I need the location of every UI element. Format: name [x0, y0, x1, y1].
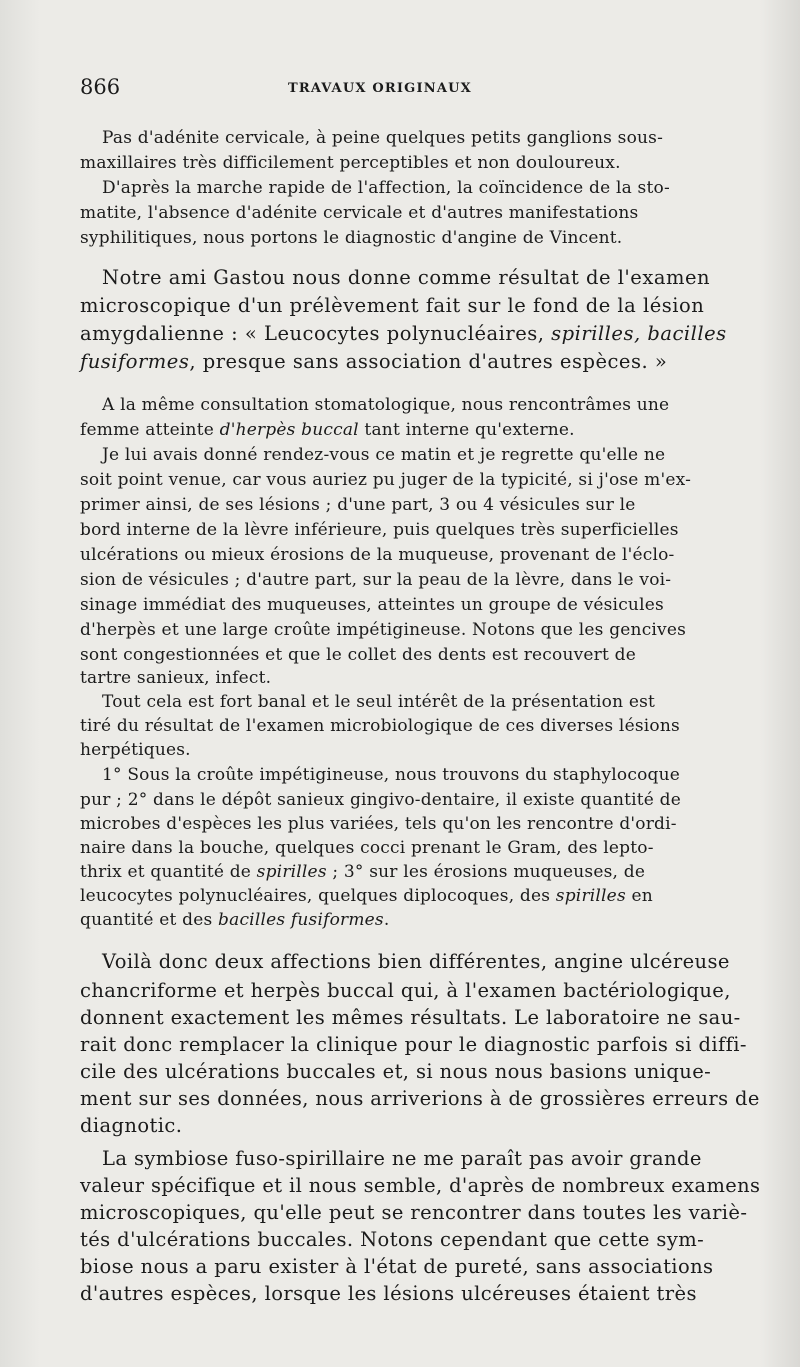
text-line: matite, l'absence d'adénite cervicale et d'autres manifestations	[80, 203, 639, 223]
text-line: sion de vésicules ; d'autre part, sur la peau de la lèvre, dans le voi-	[80, 570, 672, 590]
italic-run: spirilles	[256, 862, 327, 882]
text-line: d'autres espèces, lorsque les lésions ulcéreuses étaient très	[80, 1282, 697, 1305]
text-run: en	[625, 886, 653, 906]
page-number: 866	[80, 75, 121, 99]
text-line: Voilà donc deux affections bien différentes, angine ulcéreuse	[102, 950, 730, 973]
text-run: amygdalienne : « Leucocytes polynucléaires,	[80, 322, 552, 345]
text-line: ment sur ses données, nous arriverions à de grossières erreurs de	[80, 1087, 760, 1110]
text-line: microscopiques, qu'elle peut se rencontrer dans toutes les variè-	[80, 1201, 748, 1224]
text-line: biose nous a paru exister à l'état de pureté, sans associations	[80, 1255, 714, 1278]
italic-run: spirilles	[555, 886, 626, 906]
text-line	[80, 862, 645, 882]
text-line: maxillaires très difficilement perceptibles et non douloureux.	[80, 153, 621, 173]
text-line	[80, 322, 727, 345]
text-run: leucocytes polynucléaires, quelques diplocoques, des	[80, 886, 556, 906]
text-line: A la même consultation stomatologique, nous rencontrâmes une	[102, 395, 670, 415]
italic-run: fusiformes	[80, 350, 190, 373]
text-run: , presque sans association d'autres espèces. »	[189, 350, 668, 373]
text-line: Je lui avais donné rendez-vous ce matin et je regrette qu'elle ne	[102, 445, 666, 465]
text-run: ; 3° sur les érosions muqueuses, de	[326, 862, 646, 882]
text-line: La symbiose fuso-spirillaire ne me paraît pas avoir grande	[102, 1147, 702, 1170]
text-line: bord interne de la lèvre inférieure, puis quelques très superficielles	[80, 520, 679, 540]
text-run: tant interne qu'externe.	[358, 420, 575, 440]
text-line: Tout cela est fort banal et le seul intérêt de la présentation est	[102, 692, 656, 712]
italic-run: bacilles fusiformes	[218, 910, 384, 930]
text-line: naire dans la bouche, quelques cocci prenant le Gram, des lepto-	[80, 838, 654, 858]
text-line: rait donc remplacer la clinique pour le diagnostic parfois si diffi-	[80, 1033, 747, 1056]
text-line: tartre sanieux, infect.	[80, 668, 272, 688]
text-line: pur ; 2° dans le dépôt sanieux gingivo-dentaire, il existe quantité de	[80, 790, 682, 810]
text-line: diagnotic.	[80, 1114, 183, 1137]
text-run: quantité et des	[80, 910, 219, 930]
text-line: valeur spécifique et il nous semble, d'après de nombreux examens	[80, 1174, 761, 1197]
text-line: sinage immédiat des muqueuses, atteintes un groupe de vésicules	[80, 595, 664, 615]
text-line	[80, 910, 389, 930]
text-line: herpétiques.	[80, 740, 191, 760]
text-line: syphilitiques, nous portons le diagnostic d'angine de Vincent.	[80, 228, 623, 248]
text-line	[80, 886, 653, 906]
text-line: tés d'ulcérations buccales. Notons cependant que cette sym-	[80, 1228, 705, 1251]
text-line: Pas d'adénite cervicale, à peine quelques petits ganglions sous-	[102, 128, 664, 148]
text-run: femme atteinte	[80, 420, 220, 440]
text-line: soit point venue, car vous auriez pu juger de la typicité, si j'ose m'ex-	[80, 470, 692, 490]
italic-run: spirilles, bacilles	[551, 322, 727, 345]
text-line: d'herpès et une large croûte impétigineuse. Notons que les gencives	[80, 620, 687, 640]
text-line	[80, 350, 667, 373]
text-line: microscopique d'un prélèvement fait sur le fond de la lésion	[80, 294, 705, 317]
text-run: .	[383, 910, 390, 930]
page-header	[80, 75, 760, 105]
text-run: thrix et quantité de	[80, 862, 257, 882]
text-line: tiré du résultat de l'examen microbiologique de ces diverses lésions	[80, 716, 680, 736]
running-head: TRAVAUX ORIGINAUX	[288, 81, 472, 96]
text-line: ulcérations ou mieux érosions de la muqueuse, provenant de l'éclo-	[80, 545, 675, 565]
text-line: donnent exactement les mêmes résultats. Le laboratoire ne sau-	[80, 1006, 741, 1029]
text-line: microbes d'espèces les plus variées, tels qu'on les rencontre d'ordi-	[80, 814, 677, 834]
text-line: Notre ami Gastou nous donne comme résultat de l'examen	[102, 266, 711, 289]
text-line: cile des ulcérations buccales et, si nous nous basions unique-	[80, 1060, 712, 1083]
text-line: sont congestionnées et que le collet des dents est recouvert de	[80, 645, 636, 665]
text-line	[80, 420, 575, 440]
text-line: chancriforme et herpès buccal qui, à l'examen bactériologique,	[80, 979, 731, 1002]
italic-run: d'herpès buccal	[219, 420, 359, 440]
text-line: D'après la marche rapide de l'affection, la coïncidence de la sto-	[102, 178, 670, 198]
text-line: primer ainsi, de ses lésions ; d'une part, 3 ou 4 vésicules sur le	[80, 495, 636, 515]
text-line: 1° Sous la croûte impétigineuse, nous trouvons du staphylocoque	[102, 765, 681, 785]
